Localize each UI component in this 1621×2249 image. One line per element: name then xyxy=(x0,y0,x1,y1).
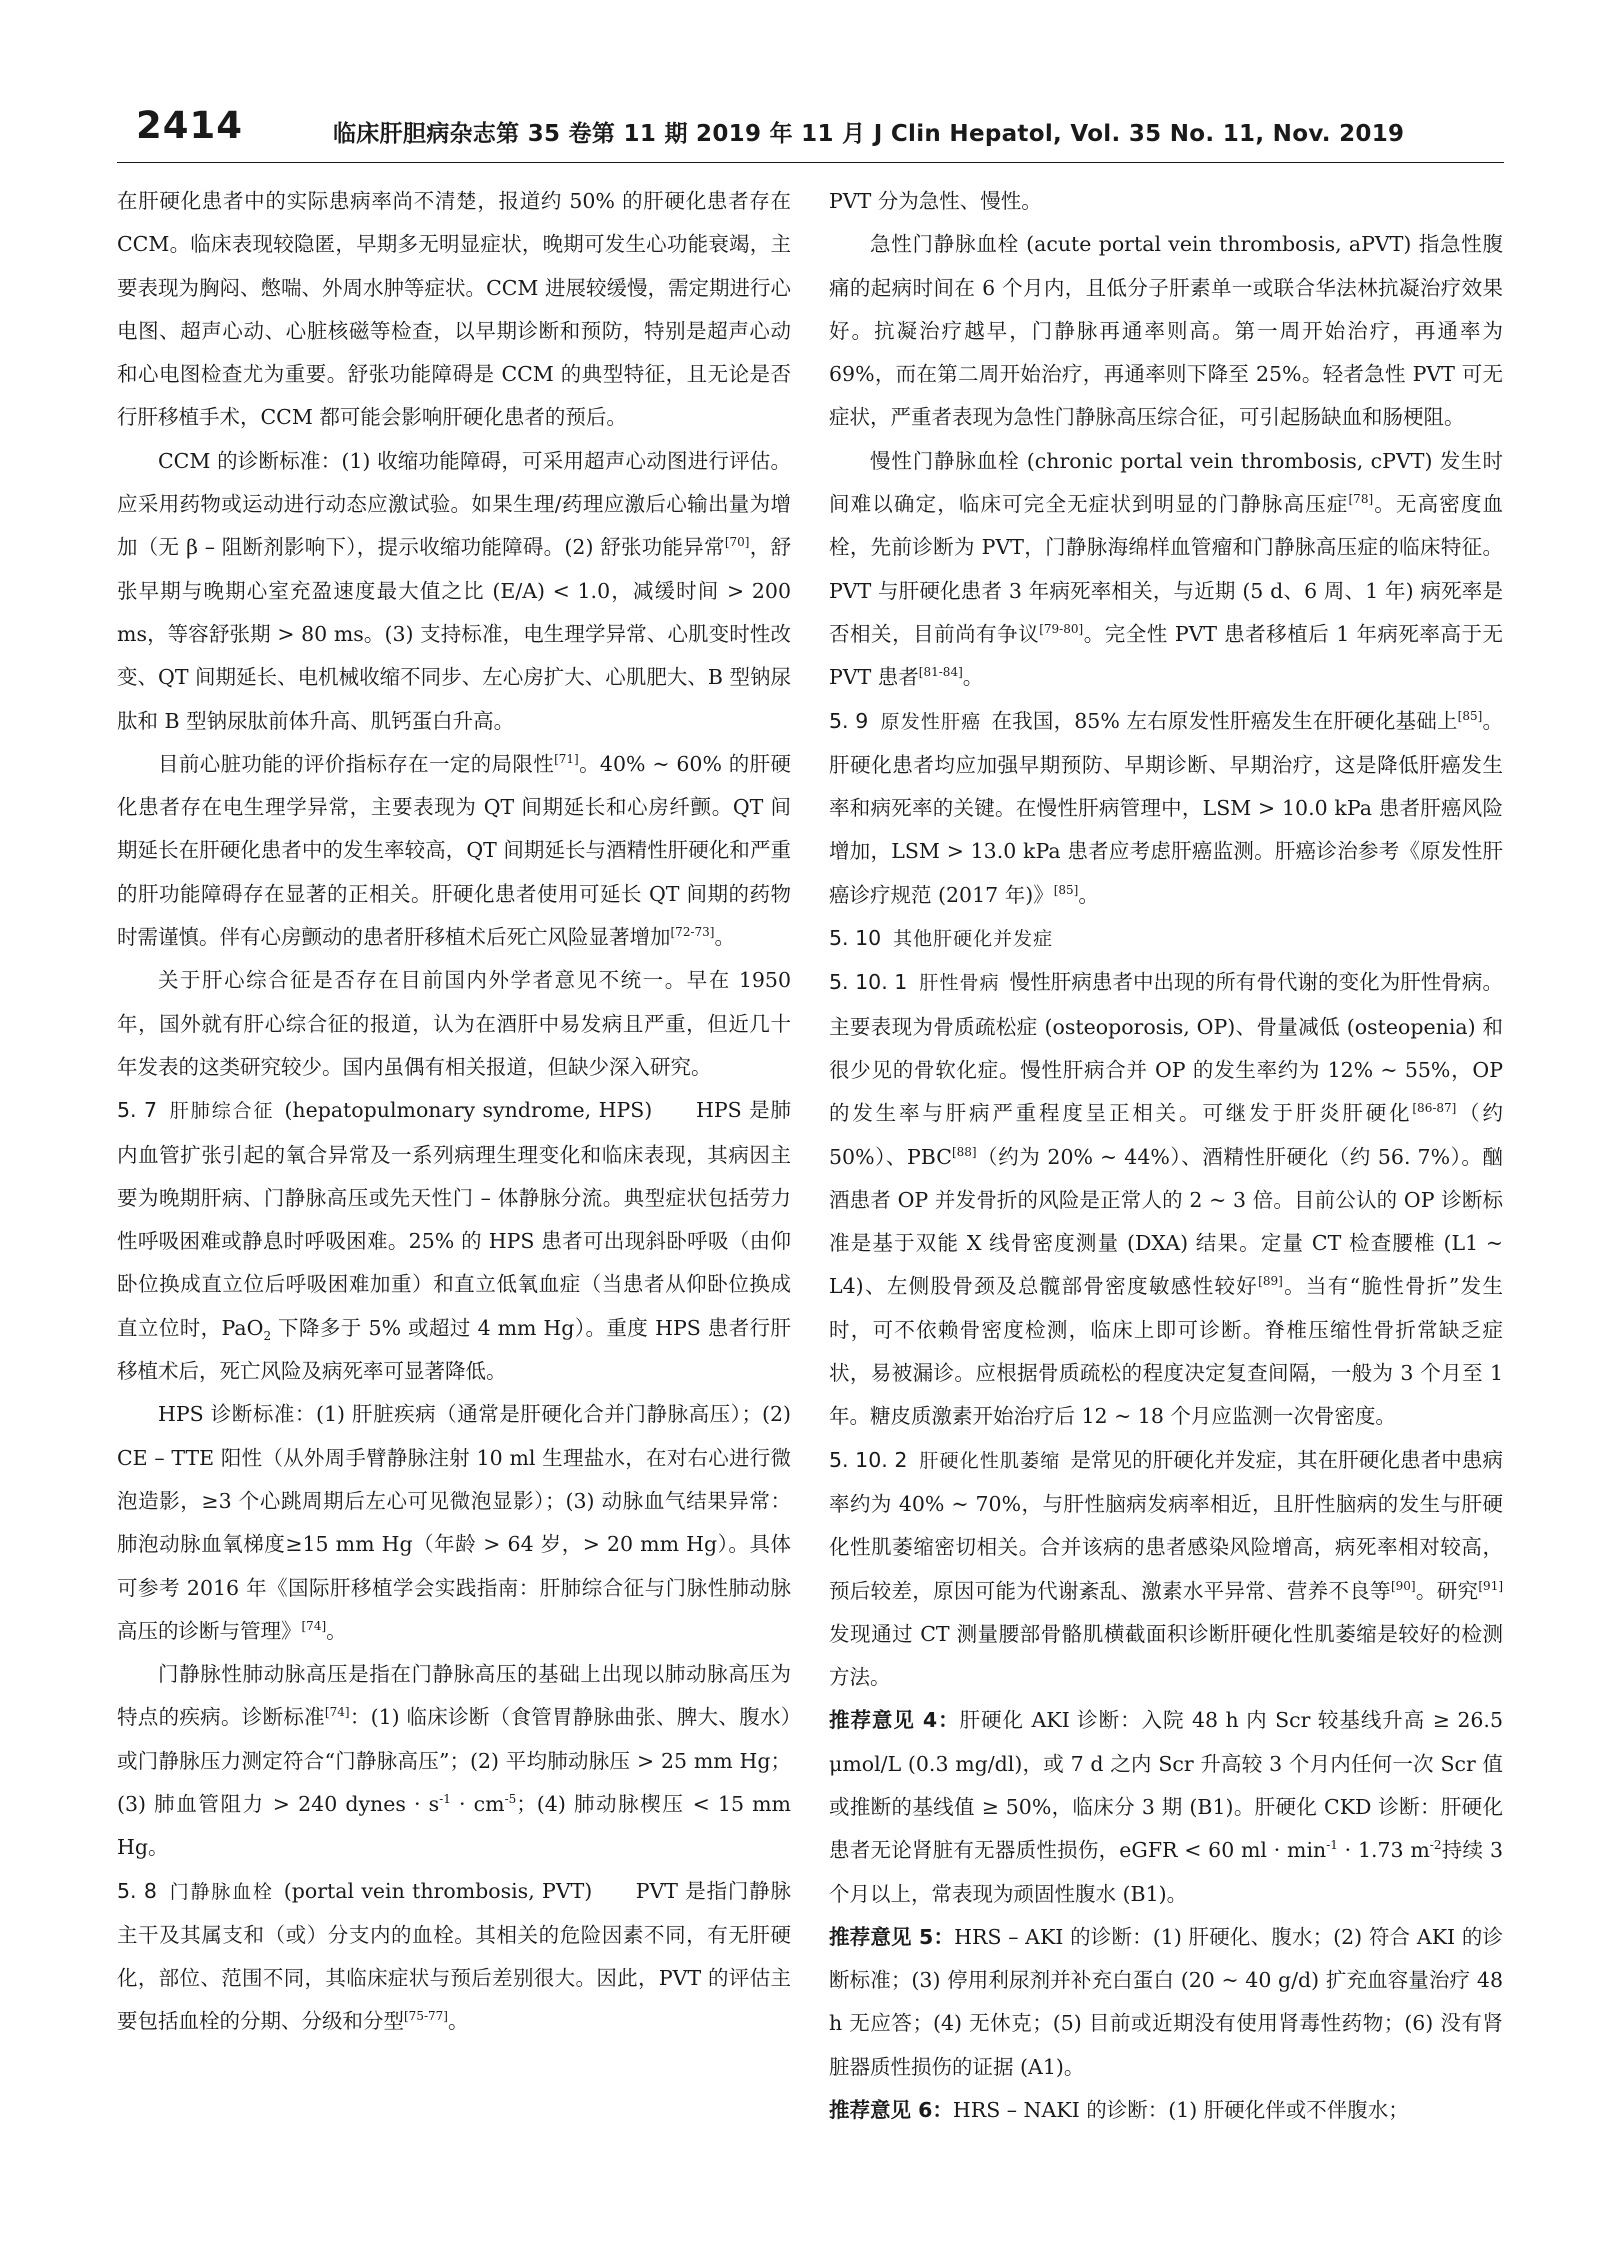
section-number: 5. 10 xyxy=(829,926,882,951)
section-number: 5. 8 xyxy=(117,1878,157,1903)
paragraph: CCM 的诊断标准：(1) 收缩功能障碍，可采用超声心动图进行评估。应采用药物或运动进行动态应激试验。如果生理/药理应激后心输出量为增加（无 β – 阻断剂影响下），提示收缩功能障碍。(2) 舒张功能异常[70]，舒张早期与晚期心室充盈速度最大值之比 (E/A) < 1.0，减缓时间 > 200 ms，等容舒张期 > 80 ms。(3) 支持标准，电生理学异常、心肌变时性改变、QT 间期延长、电机械收缩不同步、左心房扩大、心肌肥大、B 型钠尿肽和 B 型钠尿肽前体升高、肌钙蛋白升高。 xyxy=(117,448,791,733)
recommendation-5: 推荐意见 5：HRS – AKI 的诊断：(1) 肝硬化、腹水；(2) 符合 AKI 的诊断标准；(3) 停用利尿剂并补充白蛋白 (20 ~ 40 g/d) 扩充血容量治疗 48 h 无应答；(4) 无休克；(5) 目前或近期没有使用肾毒性药物；(6) 没有肾脏器质性损伤的证据 (A1)。 xyxy=(829,1924,1504,2079)
paragraph: 目前心脏功能的评价指标存在一定的局限性[71]。40% ~ 60% 的肝硬化患者存在电生理学异常，主要表现为 QT 间期延长和心房纤颤。QT 间期延长在肝硬化患者中的发生率较高，QT 间期延长与酒精性肝硬化和严重的肝功能障碍存在显著的正相关。肝硬化患者使用可延长 QT 间期的药物时需谨慎。伴有心房颤动的患者肝移植术后死亡风险显著增加[72-73]。 xyxy=(117,751,791,950)
paragraph: PVT 分为急性、慢性。 xyxy=(829,189,1042,213)
citation: [78] xyxy=(1348,492,1374,507)
paragraph: HPS 诊断标准：(1) 肝脏疾病（通常是肝硬化合并门静脉高压）；(2) CE – TTE 阳性（从外周手臂静脉注射 10 ml 生理盐水，在对右心进行微泡造影，≥3 个心跳周期后左心可见微泡显影）；(3) 动脉血气结果异常：肺泡动脉血氧梯度≥15 mm Hg（年龄 > 64 岁，> 20 mm Hg）。具体可参考 2016 年《国际肝移植学会实践指南：肝肺综合征与门脉性肺动脉高压的诊断与管理》[74]。 xyxy=(117,1402,791,1643)
section-number: 5. 10. 1 xyxy=(829,970,908,995)
citation: [89] xyxy=(1258,1274,1283,1289)
section-title: 门静脉血栓 xyxy=(168,1880,274,1903)
section-5-8: 5. 8 门静脉血栓 (portal vein thrombosis, PVT) PVT 是指门静脉主干及其属支和（或）分支内的血栓。其相关的危险因素不同，有无肝硬化，部位、范围不同，其临床症状与预后差别很大。因此，PVT 的评估主要包括血栓的分期、分级和分型[75-77]。 xyxy=(117,1878,791,2034)
section-5-10-2: 5. 10. 2 肝硬化性肌萎缩 是常见的肝硬化并发症，其在肝硬化患者中患病率约为 40% ~ 70%，与肝性脑病发病率相近，且肝性脑病的发生与肝硬化性肌萎缩密切相关。合并该病的患者感染风险增高，病死率相对较高，预后较差，原因可能为代谢紊乱、激素水平异常、营养不良等[90]。研究[91]发现通过 CT 测量腰部骨骼肌横截面积诊断肝硬化性肌萎缩是较好的检测方法。 xyxy=(829,1447,1504,1690)
paragraph: 慢性门静脉血栓 (chronic portal vein thrombosis, cPVT) 发生时间难以确定，临床可完全无症状到明显的门静脉高压症[78]。无高密度血栓，先前诊断为 PVT，门静脉海绵样血管瘤和门静脉高压症的临床特征。PVT 与肝硬化患者 3 年病死率相关，与近期 (5 d、6 周、1 年) 病死率是否相关，目前尚有争议[79-80]。完全性 PVT 患者移植后 1 年病死率高于无 PVT 患者[81-84]。 xyxy=(829,448,1504,690)
paragraph: 关于肝心综合征是否存在目前国内外学者意见不统一。早在 1950 年，国外就有肝心综合征的报道，认为在酒肝中易发病且严重，但近几十年发表的这类研究较少。国内虽偶有相关报道，但缺少深入研究。 xyxy=(117,968,791,1079)
citation: [85] xyxy=(1053,882,1079,897)
section-title: 肝硬化性肌萎缩 xyxy=(919,1449,1061,1472)
recommendation-6: 推荐意见 6：HRS – NAKI 的诊断：(1) 肝硬化伴或不伴腹水； xyxy=(829,2098,1409,2123)
section-number: 5. 9 xyxy=(829,708,869,733)
right-column xyxy=(829,180,1503,2132)
citation: [74] xyxy=(301,1618,327,1633)
section-5-9: 5. 9 原发性肝癌 在我国，85% 左右原发性肝癌发生在肝硬化基础上[85]。肝硬化患者均应加强早期预防、早期诊断、早期治疗，这是降低肝癌发生率和病死率的关键。在慢性肝病管理中，LSM > 10.0 kPa 患者肝癌风险增加，LSM > 13.0 kPa 患者应考虑肝癌监测。肝癌诊治参考《原发性肝癌诊疗规范 (2017 年)》[85]。 xyxy=(829,708,1503,907)
section-5-7: 5. 7 肝肺综合征 (hepatopulmonary syndrome, HPS) HPS 是肺内血管扩张引起的氧合异常及一系列病理生理变化和临床表现，其病因主要为晚期肝病、门静脉高压或先天性门 – 体静脉分流。典型症状包括劳力性呼吸困难或静息时呼吸困难。25% 的 HPS 患者可出现斜卧呼吸（由仰卧位换成直立位后呼吸困难加重）和直立低氧血症（当患者从仰卧位换成直立位时，PaO$_2$ 下降多于 5% 或超过 4 mm Hg）。重度 HPS 患者行肝移植术后，死亡风险及病死率可显著降低。 xyxy=(117,1098,791,1384)
citation: [88] xyxy=(951,1144,977,1159)
recommendation-4: 推荐意见 4：肝硬化 AKI 诊断：入院 48 h 内 Scr 较基线升高 ≥ 26.5 μmol/L (0.3 mg/dl)，或 7 d 之内 Scr 升高较 3 个月内任何一次 Scr 值或推断的基线值 ≥ 50%，临床分 3 期 (B1)。肝硬化 CKD 诊断：肝硬化患者无论肾脏有无器质性损伤，eGFR < 60 ml · $\min^{-1} \cdot 1.73$ $m^{-2}$持续 3 个月以上，常表现为顽固性腹水 (B1)。 xyxy=(829,1708,1503,1906)
paragraph: 门静脉性肺动脉高压是指在门静脉高压的基础上出现以肺动脉高压为特点的疾病。诊断标准[74]：(1) 临床诊断（食管胃静脉曲张、脾大、腹水）或门静脉压力测定符合“门静脉高压”；(2) 平均肺动脉压 > 25 mm Hg；(3) 肺血管阻力 > 240 dynes · $s^{-1} \cdot cm^{-5}$；(4) 肺动脉楔压 < 15 mm Hg。 xyxy=(117,1662,791,1860)
paragraph: 急性门静脉血栓 (acute portal vein thrombosis, aPVT) 指急性腹痛的起病时间在 6 个月内，且低分子肝素单一或联合华法林抗凝治疗效果好。抗凝治疗越早，门静脉再通率则高。第一周开始治疗，再通率为 69%，而在第二周开始治疗，再通率则下降至 25%。轻者急性 PVT 可无症状，严重者表现为急性门静脉高压综合征，可引起肠缺血和肠梗阻。 xyxy=(829,232,1503,430)
recommendation-label: 推荐意见 6： xyxy=(829,2098,953,2123)
citation: [75-77] xyxy=(404,2009,448,2024)
header-rule xyxy=(117,162,1504,163)
section-title: 肝性骨病 xyxy=(919,972,1000,995)
section-title: 肝肺综合征 xyxy=(169,1100,275,1123)
section-title: 原发性肝癌 xyxy=(880,710,982,733)
citation: [91] xyxy=(1478,1578,1504,1593)
page-number: 2414 xyxy=(136,104,243,147)
left-column xyxy=(117,180,791,2044)
section-5-10 xyxy=(829,917,1503,961)
section-number: 5. 7 xyxy=(117,1098,158,1123)
running-header: 临床肝胆病杂志第 35 卷第 11 期 2019 年 11 月 J Clin Hepatol, Vol. 35 No. 11, Nov. 2019 xyxy=(333,121,1405,147)
paragraph: 在肝硬化患者中的实际患病率尚不清楚，报道约 50% 的肝硬化患者存在 CCM。临床表现较隐匿，早期多无明显症状，晚期可发生心功能衰竭，主要表现为胸闷、憋喘、外周水肿等症状。CCM 进展较缓慢，需定期进行心电图、超声心动、心脏核磁等检查，以早期诊断和预防，特别是超声心动和心电图检查尤为重要。舒张功能障碍是 CCM 的典型特征，且无论是否行肝移植手术，CCM 都可能会影响肝硬化患者的预后。 xyxy=(117,189,791,430)
citation: [85] xyxy=(1457,708,1483,723)
recommendation-label: 推荐意见 5： xyxy=(829,1924,955,1949)
citation: [86-87] xyxy=(1412,1101,1457,1116)
citation: [90] xyxy=(1390,1578,1416,1593)
section-5-10-1: 5. 10. 1 肝性骨病 慢性肝病患者中出现的所有骨代谢的变化为肝性骨病。主要表现为骨质疏松症 (osteoporosis, OP)、骨量减低 (osteopenia) 和很少见的骨软化症。慢性肝病合并 OP 的发生率约为 12% ~ 55%，OP 的发生率与肝病严重程度呈正相关。可继发于肝炎肝硬化[86-87]（约 50%）、PBC[88]（约为 20% ~ 44%）、酒精性肝硬化（约 56. 7%）。酗酒患者 OP 并发骨折的风险是正常人的 2 ~ 3 倍。目前公认的 OP 诊断标准是基于双能 X 线骨密度测量 (DXA) 结果。定量 CT 检查腰椎 (L1 ~ L4)、左侧股骨颈及总髋部骨密度敏感性较好[89]。当有“脆性骨折”发生时，可不依赖骨密度检测，临床上即可诊断。脊椎压缩性骨折常缺乏症状，易被漏诊。应根据骨质疏松的程度决定复查间隔，一般为 3 个月至 1 年。糖皮质激素开始治疗后 12 ~ 18 个月应监测一次骨密度。 xyxy=(829,970,1504,1429)
recommendation-label: 推荐意见 4： xyxy=(829,1708,960,1733)
section-title: 其他肝硬化并发症 xyxy=(893,928,1054,951)
citation: [79-80] xyxy=(1039,622,1084,637)
citation: [81-84] xyxy=(918,665,963,680)
citation: [72-73] xyxy=(670,925,715,940)
citation: [71] xyxy=(554,752,579,767)
section-number: 5. 10. 2 xyxy=(829,1447,908,1472)
citation: [74] xyxy=(324,1705,350,1720)
citation: [70] xyxy=(724,535,750,550)
